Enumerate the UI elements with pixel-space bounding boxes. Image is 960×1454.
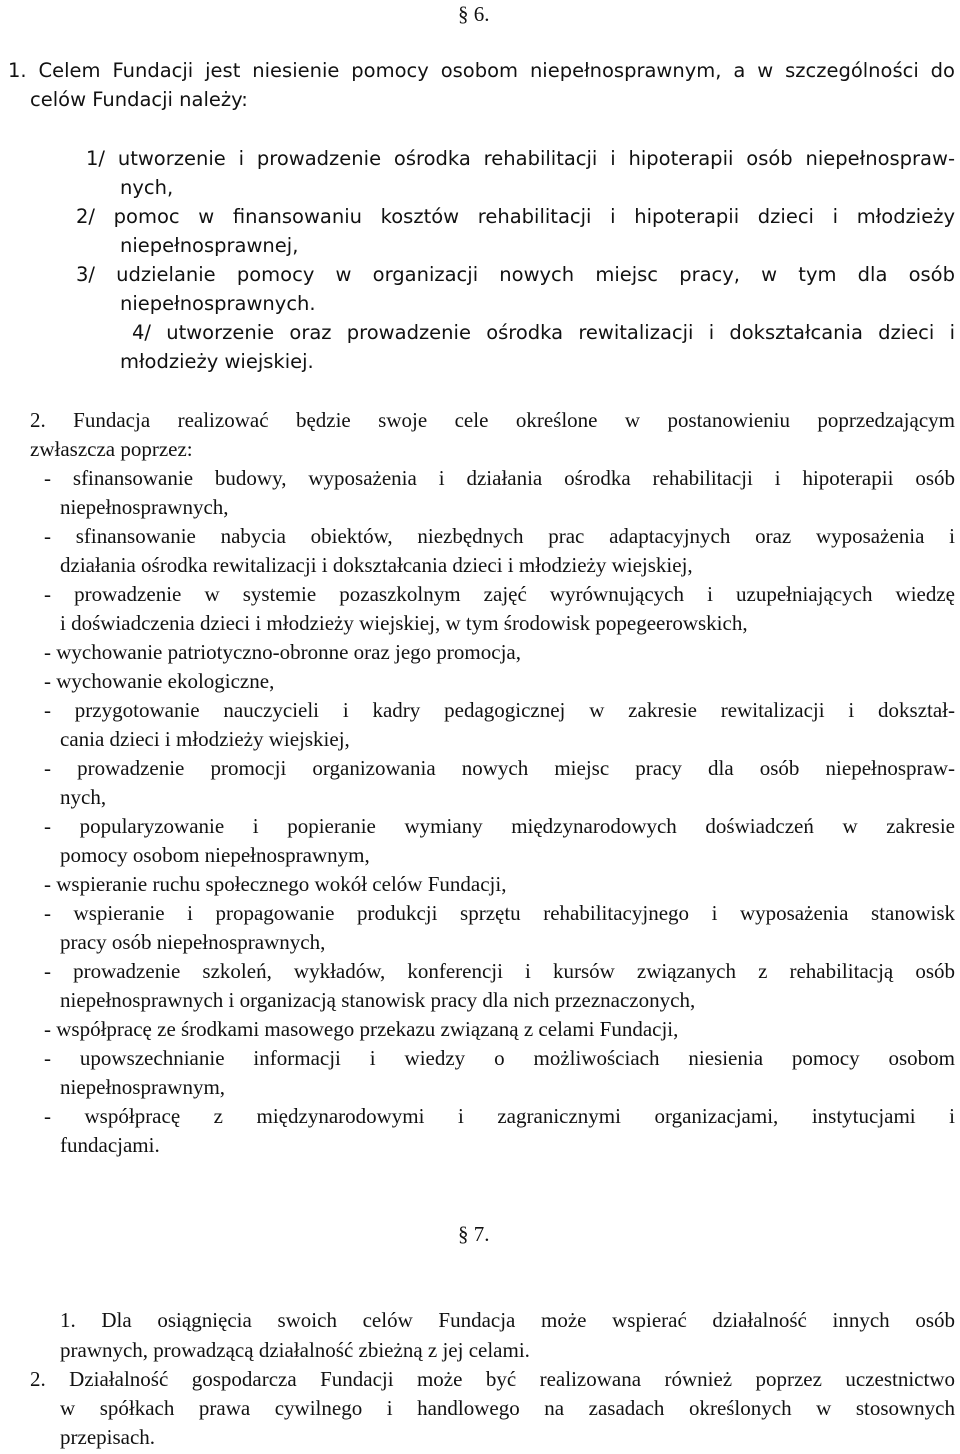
s6-line-22: cania dzieci i młodzieży wiejskiej,: [60, 727, 350, 751]
s6-line-15: - sfinansowanie nabycia obiektów, niezbędnych prac adaptacyjnych oraz wyposażenia i: [44, 524, 955, 548]
s6-line-9: 4/ utworzenie oraz prowadzenie ośrodka rewitalizacji i dokształcania dzieci i: [132, 321, 955, 344]
s6-line-11: 2. Fundacja realizować będzie swoje cele określone w postanowieniu poprzedzającym: [30, 408, 955, 432]
s6-line-5: 2/ pomoc w finansowaniu kosztów rehabilitacji i hipoterapii dzieci i młodzieży: [76, 205, 955, 228]
s6-line-31: niepełnosprawnych i organizacją stanowisk pracy dla nich przeznaczonych,: [60, 988, 696, 1012]
s6-line-8: niepełnosprawnych.: [120, 292, 316, 315]
s6-line-33: - upowszechnianie informacji i wiedzy o możliwościach niesienia pomocy osobom: [44, 1046, 955, 1070]
s6-line-35: - współpracę z międzynarodowymi i zagranicznymi organizacjami, instytucjami i: [44, 1104, 955, 1128]
s6-line-21: - przygotowanie nauczycieli i kadry pedagogicznej w zakresie rewitalizacji i dokształ-: [44, 698, 955, 722]
s6-line-24: nych,: [60, 785, 107, 809]
s6-line-10: młodzieży wiejskiej.: [120, 350, 314, 373]
s6-line-32: - współpracę ze środkami masowego przekazu związaną z celami Fundacji,: [44, 1017, 679, 1041]
s6-line-6: niepełnosprawnej,: [120, 234, 299, 257]
s6-line-2: celów Fundacji należy:: [30, 88, 248, 111]
s6-line-16: działania ośrodka rewitalizacji i dokształcania dzieci i młodzieży wiejskiej,: [60, 553, 693, 577]
s7-line-5: przepisach.: [60, 1425, 156, 1449]
s6-line-12: zwłaszcza poprzez:: [30, 437, 193, 461]
s6-line-30: - prowadzenie szkoleń, wykładów, konferencji i kursów związanych z rehabilitacją osób: [44, 959, 955, 983]
s6-line-25: - popularyzowanie i popieranie wymiany międzynarodowych doświadczeń w zakresie: [44, 814, 955, 838]
s6-line-13: - sfinansowanie budowy, wyposażenia i działania ośrodka rehabilitacji i hipoterapii osób: [44, 466, 955, 490]
s6-line-26: pomocy osobom niepełnosprawnym,: [60, 843, 370, 867]
s6-line-34: niepełnosprawnym,: [60, 1075, 226, 1099]
s6-line-23: - prowadzenie promocji organizowania nowych miejsc pracy dla osób niepełnospraw-: [44, 756, 955, 780]
s6-line-1: 1. Celem Fundacji jest niesienie pomocy osobom niepełnosprawnym, a w szczególności do: [8, 59, 955, 82]
s6-line-14: niepełnosprawnych,: [60, 495, 229, 519]
s6-line-28: - wspieranie i propagowanie produkcji sprzętu rehabilitacyjnego i wyposażenia stanowisk: [44, 901, 955, 925]
s7-line-1: 1. Dla osiągnięcia swoich celów Fundacja może wspierać działalność innych osób: [60, 1308, 955, 1332]
s6-line-20: - wychowanie ekologiczne,: [44, 669, 275, 693]
s6-line-19: - wychowanie patriotyczno-obronne oraz jego promocja,: [44, 640, 521, 664]
s7-line-2: prawnych, prowadzącą działalność zbieżną z jej celami.: [60, 1338, 530, 1362]
s6-line-4: nych,: [120, 176, 174, 199]
s6-line-7: 3/ udzielanie pomocy w organizacji nowych miejsc pracy, w tym dla osób: [76, 263, 955, 286]
s6-line-36: fundacjami.: [60, 1133, 160, 1157]
s6-line-29: pracy osób niepełnosprawnych,: [60, 930, 326, 954]
s6-line-27: - wspieranie ruchu społecznego wokół celów Fundacji,: [44, 872, 507, 896]
s6-line-17: - prowadzenie w systemie pozaszkolnym zajęć wyrównujących i uzupełniających wiedzę: [44, 582, 955, 606]
s7-line-3: 2. Działalność gospodarcza Fundacji może być realizowana również poprzez uczestnictwo: [30, 1367, 955, 1391]
section-6-heading: § 6.: [458, 2, 490, 26]
s6-line-18: i doświadczenia dzieci i młodzieży wiejskiej, w tym środowisk popegeerowskich,: [60, 611, 748, 635]
s7-line-4: w spółkach prawa cywilnego i handlowego na zasadach określonych w stosownych: [60, 1396, 955, 1420]
s6-line-3: 1/ utworzenie i prowadzenie ośrodka rehabilitacji i hipoterapii osób niepełnospraw-: [86, 147, 955, 170]
section-7-heading: § 7.: [458, 1222, 490, 1246]
